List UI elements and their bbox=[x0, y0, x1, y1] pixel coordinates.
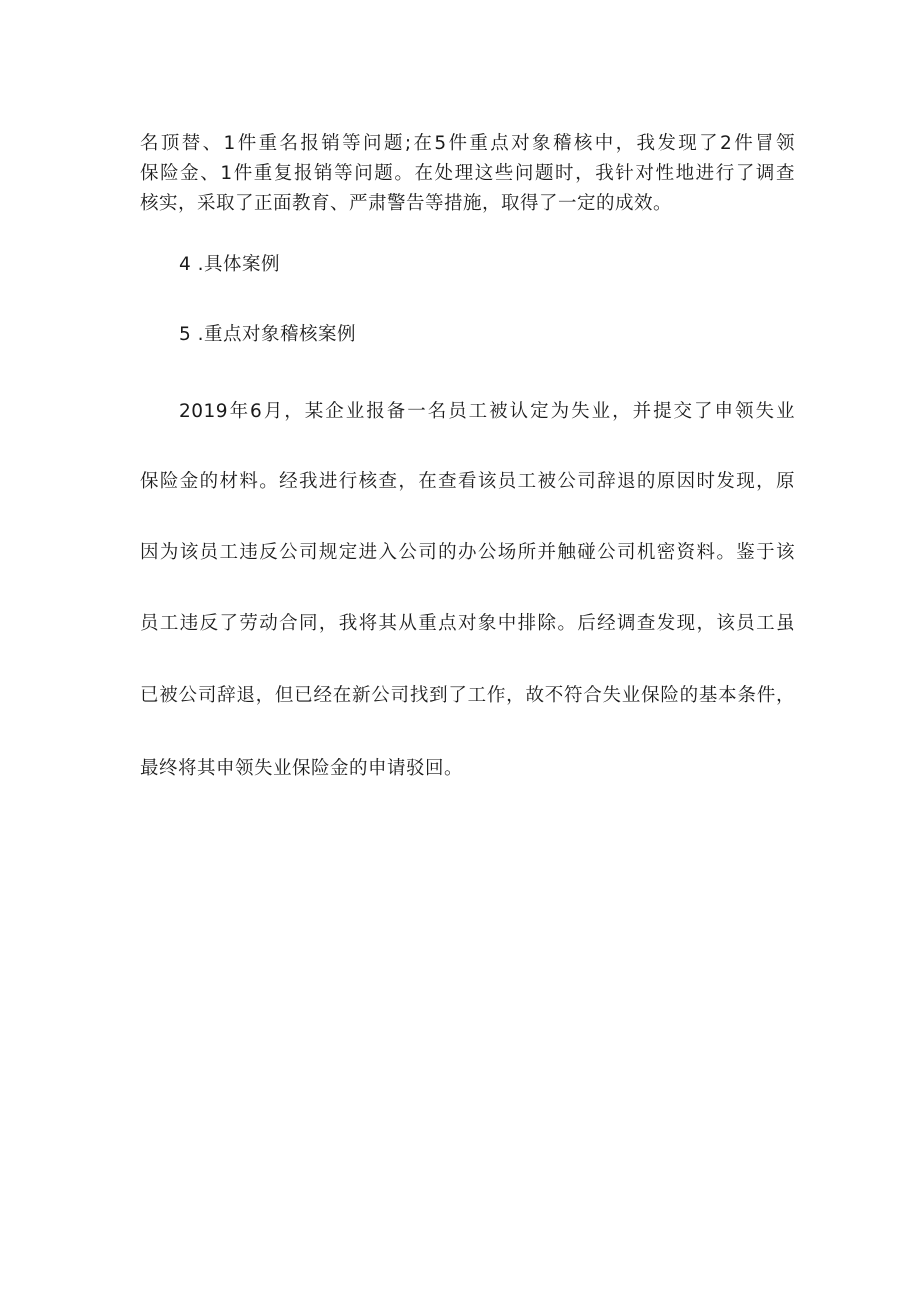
case-line-5: 已被公司辞退，但已经在新公司找到了工作，故不符合失业保险的基本条件， bbox=[140, 685, 795, 706]
case-line-1: 2019年6月，某企业报备一名员工被认定为失业，并提交了申领失业 bbox=[179, 401, 795, 422]
para1-line-3: 核实，采取了正面教育、严肃警告等措施，取得了一定的成效。 bbox=[140, 193, 673, 214]
case-line-2: 保险金的材料。经我进行核查，在查看该员工被公司辞退的原因时发现，原 bbox=[140, 471, 795, 492]
case-line-6: 最终将其申领失业保险金的申请驳回。 bbox=[140, 758, 464, 779]
heading-key-audit-case: 5 .重点对象稽核案例 bbox=[179, 324, 357, 345]
para1-line-2: 保险金、1件重复报销等问题。在处理这些问题时，我针对性地进行了调查 bbox=[140, 163, 795, 184]
case-line-4: 员工违反了劳动合同，我将其从重点对象中排除。后经调查发现，该员工虽 bbox=[140, 613, 795, 634]
para1-line-1: 名顶替、1件重名报销等问题;在5件重点对象稽核中，我发现了2件冒领 bbox=[140, 133, 795, 154]
case-line-3: 因为该员工违反公司规定进入公司的办公场所并触碰公司机密资料。鉴于该 bbox=[140, 542, 795, 563]
heading-specific-cases: 4 .具体案例 bbox=[179, 254, 281, 275]
